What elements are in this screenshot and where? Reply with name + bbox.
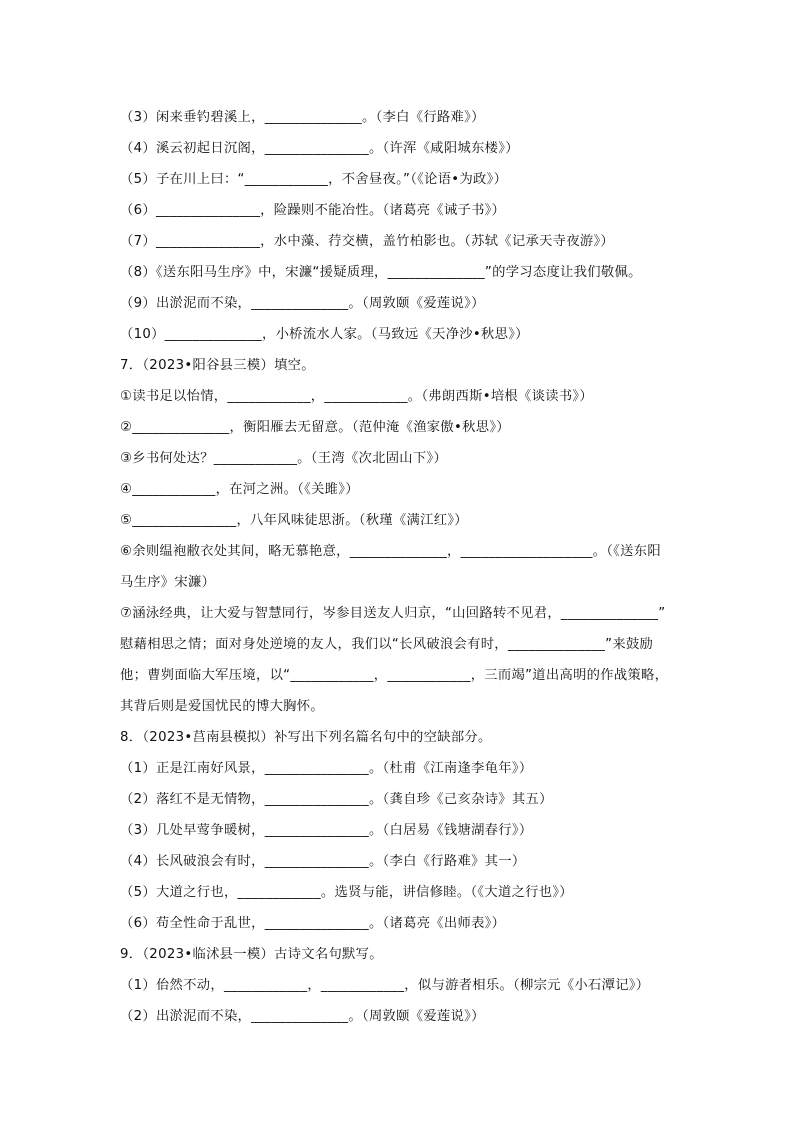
- text-line: ③乡书何处达？____________。（王湾《次北固山下》）: [120, 451, 448, 466]
- text-line: ②______________，衡阳雁去无留意。（范仲淹《渔家傲•秋思》）: [120, 420, 510, 435]
- text-line: ⑤_______________，八年风味徒思浙。（秋瑾《满江红》）: [120, 513, 468, 528]
- text-line: 其背后则是爱国忧民的博大胸怀。: [120, 699, 324, 714]
- text-line: （6）_______________，险躁则不能冶性。（诸葛亮《诫子书》）: [120, 203, 506, 218]
- text-line: （5）子在川上曰：“____________，不舍昼夜。”（《论语•为政》）: [120, 172, 508, 187]
- text-line: 马生序》宋濂）: [120, 575, 216, 590]
- text-line: （1）佁然不动，____________，____________，似与游者相乐。（柳宗元《小石潭记》）: [120, 978, 650, 993]
- document-page: [120, 102, 680, 1032]
- text-line: （4）长风破浪会有时，_______________。（李白《行路难》其一）: [120, 854, 526, 869]
- text-line: ①读书足以怡情，____________，____________。（弗朗西斯•培根《谈读书》）: [120, 389, 593, 404]
- text-line: （2）出淤泥而不染，______________。（周敦颐《爱莲说》）: [120, 1009, 485, 1024]
- text-line: （6）苟全性命于乱世，_______________。（诸葛亮《出师表》）: [120, 916, 506, 931]
- text-line: （5）大道之行也，____________。选贤与能，讲信修睦。（《大道之行也》）: [120, 885, 573, 900]
- text-line: （3）几处早莺争暖树，_______________。（白居易《钱塘湖春行》）: [120, 823, 533, 838]
- question-heading: 8．（2023•莒南县模拟）补写出下列名篇名句中的空缺部分。: [120, 730, 492, 745]
- text-line: （3）闲来垂钓碧溪上，______________。（李白《行路难》）: [120, 110, 485, 125]
- text-line: （8）《送东阳马生序》中，宋濂“援疑质理，______________”的学习态度让我们敬佩。: [120, 265, 642, 280]
- text-line: 慰藉相思之情；面对身处逆境的友人，我们以“长风破浪会有时，______________”来鼓励: [120, 637, 654, 652]
- text-line: ⑦涵泳经典，让大爱与智慧同行，岑参目送友人归京，“山回路转不见君，______________”: [120, 606, 666, 621]
- text-line: （1）正是江南好风景，_______________。（杜甫《江南逢李龟年》）: [120, 761, 533, 776]
- question-heading: 7．（2023•阳谷县三模）填空。: [120, 358, 315, 373]
- text-line: （10）______________，小桥流水人家。（马致远《天净沙•秋思》）: [120, 327, 529, 342]
- text-line: （7）_______________，水中藻、荇交横，盖竹柏影也。（苏轼《记承天寺夜游》）: [120, 234, 614, 249]
- text-line: （4）溪云初起日沉阁，_______________。（许浑《咸阳城东楼》）: [120, 141, 519, 156]
- question-heading: 9．（2023•临沭县一模）古诗文名句默写。: [120, 947, 383, 962]
- text-line: ⑥余则缊袍敝衣处其间，略无慕艳意，______________，___________________。（《送东阳: [120, 544, 661, 559]
- text-line: 他；曹刿面临大军压境，以“____________，____________，三而竭”道出高明的作战策略，: [120, 668, 669, 683]
- text-line: （9）出淤泥而不染，______________。（周敦颐《爱莲说》）: [120, 296, 485, 311]
- text-line: （2）落红不是无情物，_______________。（龚自珍《己亥杂诗》其五）: [120, 792, 553, 807]
- text-line: ④____________，在河之洲。（《关雎》）: [120, 482, 359, 497]
